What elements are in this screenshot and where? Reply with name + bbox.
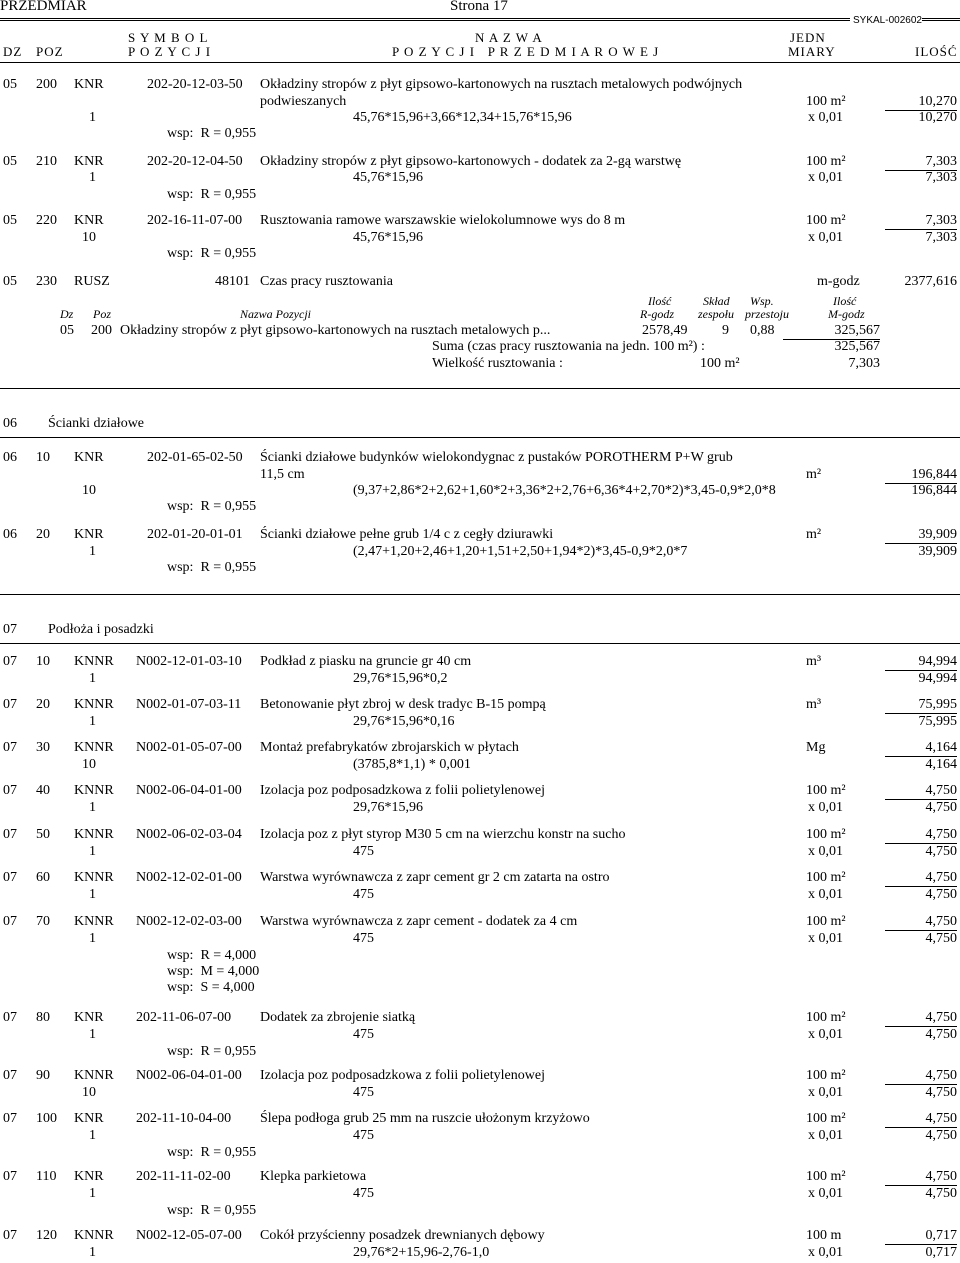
- item-poz: 50: [36, 827, 50, 842]
- measure-factor: x 0,01: [808, 931, 843, 946]
- item-description: Okładziny stropów z płyt gipsowo-kartonowych na rusztach metalowych podwójnych: [260, 77, 743, 92]
- item-code: N002-12-05-07-00: [136, 1228, 242, 1243]
- item-dz: 05: [3, 274, 17, 289]
- measure-number: 1: [89, 931, 96, 946]
- measure-number: 1: [89, 1128, 96, 1143]
- header-name-sub: P O Z Y C J I P R Z E D M I A R O W E J: [392, 44, 660, 59]
- measure-number: 10: [82, 230, 96, 245]
- coefficient: wsp: R = 0,955: [167, 187, 257, 202]
- item-dz: 07: [3, 1068, 17, 1083]
- measure-number: 1: [89, 1186, 96, 1201]
- item-poz: 40: [36, 783, 50, 798]
- measure-result: 75,995: [918, 714, 957, 729]
- item-dz: 06: [3, 527, 17, 542]
- item-dz: 06: [3, 450, 17, 465]
- item-code: 202-01-20-01-01: [147, 527, 243, 542]
- measure-factor: x 0,01: [808, 110, 843, 125]
- item-source: KNNR: [74, 870, 114, 885]
- item-poz: 30: [36, 740, 50, 755]
- item-unit: m³: [806, 697, 822, 712]
- item-poz: 90: [36, 1068, 50, 1083]
- item-dz: 07: [3, 1169, 17, 1184]
- item-poz: 20: [36, 697, 50, 712]
- item-poz: 10: [36, 450, 50, 465]
- row-dz: 05: [60, 323, 74, 338]
- measure-factor: x 0,01: [808, 230, 843, 245]
- coefficient: wsp: S = 4,000: [167, 980, 255, 995]
- item-code: 202-11-10-04-00: [136, 1111, 232, 1126]
- item-quantity: 4,750: [885, 1010, 957, 1027]
- item-code: 202-20-12-03-50: [147, 77, 243, 92]
- item-unit: 100 m²: [806, 827, 846, 842]
- item-dz: 05: [3, 77, 17, 92]
- measure-result: 0,717: [925, 1245, 957, 1260]
- item-description: Warstwa wyrównawcza z zapr cement gr 2 cm zatarta na ostro: [260, 870, 610, 885]
- item-dz: 07: [3, 740, 17, 755]
- item-description: Montaż prefabrykatów zbrojarskich w płytach: [260, 740, 519, 755]
- col-ilosc-r: Ilość: [648, 294, 672, 308]
- measure-result: 94,994: [918, 671, 957, 686]
- item-unit: Mg: [806, 740, 826, 755]
- measure-number: 1: [89, 844, 96, 859]
- col-wsp: Wsp.: [750, 294, 774, 308]
- col-zespolu: zespołu: [698, 307, 734, 321]
- header-name: N A Z W A: [475, 30, 543, 45]
- item-unit: 100 m²: [806, 914, 846, 929]
- item-description: Podkład z piasku na gruncie gr 40 cm: [260, 654, 472, 669]
- item-quantity: 7,303: [885, 154, 957, 171]
- measure-formula: 45,76*15,96: [353, 230, 423, 245]
- measure-result: 4,750: [925, 887, 957, 902]
- coefficient: wsp: R = 0,955: [167, 560, 257, 575]
- item-code: 202-11-06-07-00: [136, 1010, 232, 1025]
- header-qty: ILOŚĆ: [915, 44, 958, 59]
- item-source: KNR: [74, 77, 104, 92]
- item-source: KNR: [74, 154, 104, 169]
- col-dz: Dz: [60, 307, 74, 321]
- coefficient: wsp: R = 4,000: [167, 948, 257, 963]
- row-wsp: 0,88: [750, 323, 775, 338]
- header-unit-sub: MIARY: [788, 44, 836, 59]
- section-title: Ścianki działowe: [48, 416, 145, 431]
- row-sklad: 9: [722, 323, 729, 338]
- item-unit: 100 m²: [806, 213, 846, 228]
- measure-number: 10: [82, 483, 96, 498]
- sum-value: 325,567: [834, 339, 880, 354]
- document-code: SYKAL-002602: [853, 15, 922, 26]
- item-code: 202-11-11-02-00: [136, 1169, 231, 1184]
- item-code: N002-01-07-03-11: [136, 697, 242, 712]
- item-description: Ścianki działowe budynków wielokondygnac z pustaków POROTHERM P+W grub: [260, 450, 733, 465]
- section-title: Podłoża i posadzki: [48, 622, 154, 637]
- item-quantity: 4,750: [885, 870, 957, 887]
- item-description: Czas pracy rusztowania: [260, 274, 393, 289]
- coefficient: wsp: M = 4,000: [167, 964, 260, 979]
- col-sklad: Skład: [703, 294, 730, 308]
- measure-result: 4,750: [925, 931, 957, 946]
- item-poz: 120: [36, 1228, 57, 1243]
- item-description: Izolacja poz z płyt styrop M30 5 cm na wierzchu konstr na sucho: [260, 827, 626, 842]
- measure-formula: 29,76*2+15,96-2,76-1,0: [353, 1245, 490, 1260]
- item-quantity: 10,270: [885, 94, 957, 111]
- measure-formula: 475: [353, 1128, 374, 1143]
- item-description: Izolacja poz podposadzkowa z folii polietylenowej: [260, 1068, 545, 1083]
- item-unit: 100 m²: [806, 1111, 846, 1126]
- measure-result: 196,844: [911, 483, 957, 498]
- measure-result: 4,164: [925, 757, 957, 772]
- item-unit: 100 m²: [806, 1010, 846, 1025]
- row-name: Okładziny stropów z płyt gipsowo-kartonowych na rusztach metalowych p...: [120, 323, 551, 338]
- item-unit: m³: [806, 654, 822, 669]
- coefficient: wsp: R = 0,955: [167, 126, 257, 141]
- item-poz: 110: [36, 1169, 57, 1184]
- item-quantity: 75,995: [885, 697, 957, 714]
- item-unit: 100 m: [806, 1228, 842, 1243]
- measure-factor: x 0,01: [808, 1128, 843, 1143]
- item-source: RUSZ: [74, 274, 110, 289]
- measure-formula: (2,47+1,20+2,46+1,20+1,51+2,50+1,94*2)*3,45-0,9*2,0*7: [353, 544, 688, 559]
- page-number: Strona 17: [450, 0, 508, 14]
- item-source: KNNR: [74, 740, 114, 755]
- measure-factor: x 0,01: [808, 1245, 843, 1260]
- coefficient: wsp: R = 0,955: [167, 1145, 257, 1160]
- item-quantity: 4,750: [885, 1169, 957, 1186]
- col-ilosc-m: Ilość: [833, 294, 857, 308]
- item-unit: 100 m²: [806, 783, 846, 798]
- item-dz: 07: [3, 697, 17, 712]
- header-symbol: S Y M B O L: [128, 30, 209, 45]
- item-dz: 07: [3, 1111, 17, 1126]
- measure-formula: 475: [353, 1027, 374, 1042]
- item-quantity: 2377,616: [904, 274, 957, 289]
- item-dz: 07: [3, 654, 17, 669]
- item-code: 202-01-65-02-50: [147, 450, 243, 465]
- measure-factor: x 0,01: [808, 844, 843, 859]
- item-quantity: 4,750: [885, 827, 957, 844]
- item-code: 48101: [215, 274, 250, 289]
- item-poz: 80: [36, 1010, 50, 1025]
- item-unit: m²: [806, 467, 822, 482]
- measure-formula: 475: [353, 1186, 374, 1201]
- item-code: 202-16-11-07-00: [147, 213, 243, 228]
- item-poz: 60: [36, 870, 50, 885]
- item-quantity: 4,750: [885, 914, 957, 931]
- item-dz: 07: [3, 1228, 17, 1243]
- item-code: N002-06-04-01-00: [136, 783, 242, 798]
- item-source: KNR: [74, 213, 104, 228]
- measure-result: 39,909: [918, 544, 957, 559]
- item-source: KNNR: [74, 1068, 114, 1083]
- item-dz: 07: [3, 914, 17, 929]
- item-poz: 200: [36, 77, 57, 92]
- item-dz: 07: [3, 827, 17, 842]
- measure-number: 1: [89, 800, 96, 815]
- header-symbol-sub: P O Z Y C J I: [128, 44, 212, 59]
- measure-formula: 29,76*15,96*0,2: [353, 671, 448, 686]
- item-dz: 05: [3, 213, 17, 228]
- measure-number: 10: [82, 757, 96, 772]
- item-description: Okładziny stropów z płyt gipsowo-kartonowych - dodatek za 2-gą warstwę: [260, 154, 682, 169]
- item-quantity: 4,164: [885, 740, 957, 757]
- item-source: KNNR: [74, 697, 114, 712]
- item-unit: 100 m²: [806, 870, 846, 885]
- measure-factor: x 0,01: [808, 1085, 843, 1100]
- measure-number: 10: [82, 1085, 96, 1100]
- item-quantity: 94,994: [885, 654, 957, 671]
- item-quantity: 39,909: [885, 527, 957, 544]
- measure-result: 10,270: [918, 110, 957, 125]
- col-nazwa: Nazwa Pozycji: [240, 307, 311, 321]
- item-quantity: 4,750: [885, 783, 957, 800]
- item-quantity: 7,303: [885, 213, 957, 230]
- item-poz: 210: [36, 154, 57, 169]
- item-code: N002-01-05-07-00: [136, 740, 242, 755]
- item-source: KNR: [74, 450, 104, 465]
- measure-formula: 475: [353, 1085, 374, 1100]
- measure-result: 4,750: [925, 844, 957, 859]
- item-description-cont: podwieszanych: [260, 94, 347, 109]
- item-code: N002-06-02-03-04: [136, 827, 242, 842]
- header-unit: JEDN: [790, 30, 826, 45]
- sum-label: Suma (czas pracy rusztowania na jedn. 100 m²) :: [432, 339, 705, 354]
- col-mgodz: M-godz: [828, 307, 865, 321]
- coefficient: wsp: R = 0,955: [167, 499, 257, 514]
- col-rgodz: R-godz: [640, 307, 674, 321]
- measure-factor: x 0,01: [808, 1186, 843, 1201]
- measure-result: 4,750: [925, 1027, 957, 1042]
- item-description: Rusztowania ramowe warszawskie wielokolumnowe wys do 8 m: [260, 213, 626, 228]
- item-quantity: 4,750: [885, 1068, 957, 1085]
- measure-formula: 475: [353, 887, 374, 902]
- measure-result: 4,750: [925, 1186, 957, 1201]
- item-quantity: 4,750: [885, 1111, 957, 1128]
- measure-result: 4,750: [925, 800, 957, 815]
- measure-formula: 29,76*15,96*0,16: [353, 714, 455, 729]
- col-przestoju: przestoju: [745, 307, 790, 321]
- item-unit: 100 m²: [806, 94, 846, 109]
- item-code: N002-12-02-03-00: [136, 914, 242, 929]
- measure-result: 7,303: [925, 230, 957, 245]
- item-quantity: 0,717: [885, 1228, 957, 1245]
- document-title: PRZEDMIAR: [0, 0, 87, 14]
- measure-result: 4,750: [925, 1085, 957, 1100]
- coefficient: wsp: R = 0,955: [167, 1203, 257, 1218]
- item-poz: 20: [36, 527, 50, 542]
- coefficient: wsp: R = 0,955: [167, 246, 257, 261]
- item-description-cont: 11,5 cm: [260, 467, 305, 482]
- measure-factor: x 0,01: [808, 1027, 843, 1042]
- measure-number: 1: [89, 714, 96, 729]
- measure-result: 4,750: [925, 1128, 957, 1143]
- size-label: Wielkość rusztowania :: [432, 356, 563, 371]
- item-dz: 07: [3, 783, 17, 798]
- item-source: KNNR: [74, 654, 114, 669]
- item-description: Dodatek za zbrojenie siatką: [260, 1010, 416, 1025]
- size-value: 7,303: [848, 356, 880, 371]
- col-poz: Poz: [93, 307, 111, 321]
- row-rgodz: 2578,49: [642, 323, 688, 338]
- item-dz: 05: [3, 154, 17, 169]
- item-unit: m-godz: [817, 274, 860, 289]
- row-mgodz: 325,567: [783, 323, 880, 340]
- measure-formula: (3785,8*1,1) * 0,001: [353, 757, 471, 772]
- item-description: Izolacja poz podposadzkowa z folii polietylenowej: [260, 783, 545, 798]
- measure-number: 1: [89, 887, 96, 902]
- item-poz: 70: [36, 914, 50, 929]
- measure-formula: (9,37+2,86*2+2,62+1,60*2+3,36*2+2,76+6,36*4+2,70*2)*3,45-0,9*2,0*8: [353, 483, 776, 498]
- item-source: KNR: [74, 1169, 104, 1184]
- item-poz: 10: [36, 654, 50, 669]
- item-code: N002-12-01-03-10: [136, 654, 242, 669]
- measure-factor: x 0,01: [808, 887, 843, 902]
- item-description: Ślepa podłoga grub 25 mm na ruszcie ułożonym krzyżowo: [260, 1111, 590, 1126]
- item-quantity: 196,844: [885, 467, 957, 484]
- header-dz: DZ: [3, 44, 23, 59]
- measure-number: 1: [89, 1245, 96, 1260]
- item-description: Betonowanie płyt zbroj w desk tradyc B-15 pompą: [260, 697, 546, 712]
- measure-formula: 475: [353, 844, 374, 859]
- measure-number: 1: [89, 170, 96, 185]
- measure-formula: 29,76*15,96: [353, 800, 423, 815]
- measure-factor: x 0,01: [808, 170, 843, 185]
- item-unit: 100 m²: [806, 1169, 846, 1184]
- item-poz: 100: [36, 1111, 57, 1126]
- item-source: KNNR: [74, 1228, 114, 1243]
- item-code: N002-06-04-01-00: [136, 1068, 242, 1083]
- item-dz: 07: [3, 1010, 17, 1025]
- item-poz: 230: [36, 274, 57, 289]
- measure-number: 1: [89, 110, 96, 125]
- item-description: Warstwa wyrównawcza z zapr cement - dodatek za 4 cm: [260, 914, 578, 929]
- item-poz: 220: [36, 213, 57, 228]
- measure-result: 7,303: [925, 170, 957, 185]
- row-poz: 200: [91, 323, 112, 338]
- section-number: 07: [3, 622, 17, 637]
- item-unit: m²: [806, 527, 822, 542]
- item-dz: 07: [3, 870, 17, 885]
- header-poz: POZ: [36, 44, 64, 59]
- item-description: Klepka parkietowa: [260, 1169, 367, 1184]
- size-unit: 100 m²: [700, 356, 740, 371]
- item-source: KNNR: [74, 827, 114, 842]
- measure-factor: x 0,01: [808, 800, 843, 815]
- measure-number: 1: [89, 1027, 96, 1042]
- item-code: N002-12-02-01-00: [136, 870, 242, 885]
- coefficient: wsp: R = 0,955: [167, 1044, 257, 1059]
- item-unit: 100 m²: [806, 154, 846, 169]
- item-source: KNR: [74, 1010, 104, 1025]
- item-description: Ścianki działowe pełne grub 1/4 c z cegły dziurawki: [260, 527, 554, 542]
- measure-number: 1: [89, 544, 96, 559]
- measure-formula: 475: [353, 931, 374, 946]
- item-source: KNNR: [74, 783, 114, 798]
- item-source: KNR: [74, 527, 104, 542]
- item-source: KNNR: [74, 914, 114, 929]
- section-number: 06: [3, 416, 17, 431]
- item-description: Cokół przyścienny posadzek drewnianych dębowy: [260, 1228, 545, 1243]
- measure-formula: 45,76*15,96: [353, 170, 423, 185]
- item-code: 202-20-12-04-50: [147, 154, 243, 169]
- item-unit: 100 m²: [806, 1068, 846, 1083]
- measure-formula: 45,76*15,96+3,66*12,34+15,76*15,96: [353, 110, 572, 125]
- measure-number: 1: [89, 671, 96, 686]
- item-source: KNR: [74, 1111, 104, 1126]
